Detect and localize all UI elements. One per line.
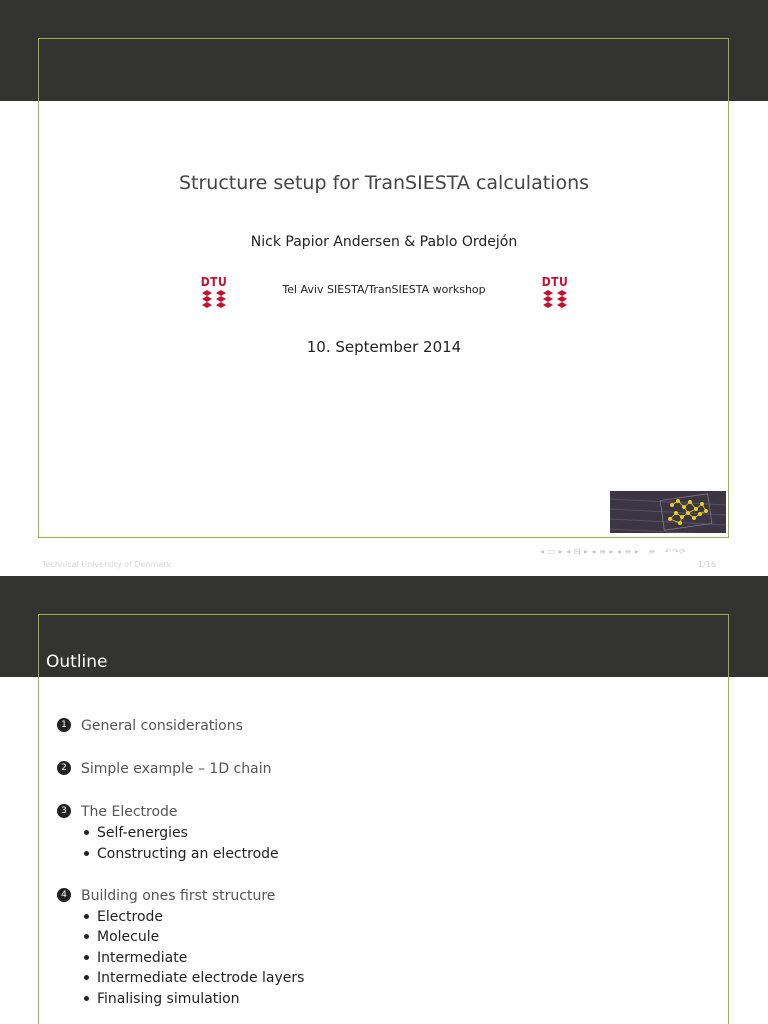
dtu-waves-icon — [540, 288, 570, 310]
footer-institution: Technical University of Denmark — [42, 560, 172, 569]
outline-subsection[interactable]: Molecule — [84, 929, 159, 945]
page-number: 1/16 — [698, 560, 716, 569]
presentation-date: 10. September 2014 — [306, 338, 462, 356]
section-label: Building ones first structure — [81, 888, 276, 904]
section-number-bullet: 4 — [57, 888, 71, 902]
section-label: Simple example – 1D chain — [81, 761, 272, 777]
authors: Nick Papior Andersen & Pablo Ordejón — [250, 234, 518, 250]
outline-section-4[interactable] — [57, 888, 275, 904]
outline-section-1[interactable] — [57, 718, 243, 734]
outline-section-2[interactable] — [57, 761, 271, 777]
outline-subsection[interactable]: Electrode — [84, 909, 163, 925]
section-label: General considerations — [81, 718, 243, 734]
outline-subsection[interactable]: Finalising simulation — [84, 991, 240, 1007]
presentation-title: Structure setup for TranSIESTA calculations — [178, 172, 590, 194]
outline-subsection[interactable]: Self-energies — [84, 825, 188, 841]
dtu-logo-text: DTU — [200, 275, 228, 289]
section-label: The Electrode — [81, 804, 178, 820]
workshop-name: Tel Aviv SIESTA/TranSIESTA workshop — [282, 283, 486, 296]
outline-subsection[interactable]: Constructing an electrode — [84, 846, 279, 862]
section-number-bullet: 1 — [57, 718, 71, 732]
dtu-logo-text: DTU — [541, 275, 569, 289]
outline-section-3[interactable] — [57, 804, 178, 820]
beamer-navigation-controls[interactable]: ◂ ▭ ▸ ◂ ⊟ ▸ ◂ ≡ ▸ ◂ ≡ ▸ ≡ ↶↷⟳ — [540, 547, 687, 556]
dtu-logo-right — [540, 276, 570, 312]
section-number-bullet: 3 — [57, 804, 71, 818]
outline-subsection[interactable]: Intermediate electrode layers — [84, 970, 304, 986]
section-number-bullet: 2 — [57, 761, 71, 775]
molecule-thumbnail-image — [610, 491, 726, 533]
slide-title: Outline — [46, 652, 108, 672]
outline-slide — [0, 576, 768, 1024]
outline-subsection[interactable]: Intermediate — [84, 950, 187, 966]
